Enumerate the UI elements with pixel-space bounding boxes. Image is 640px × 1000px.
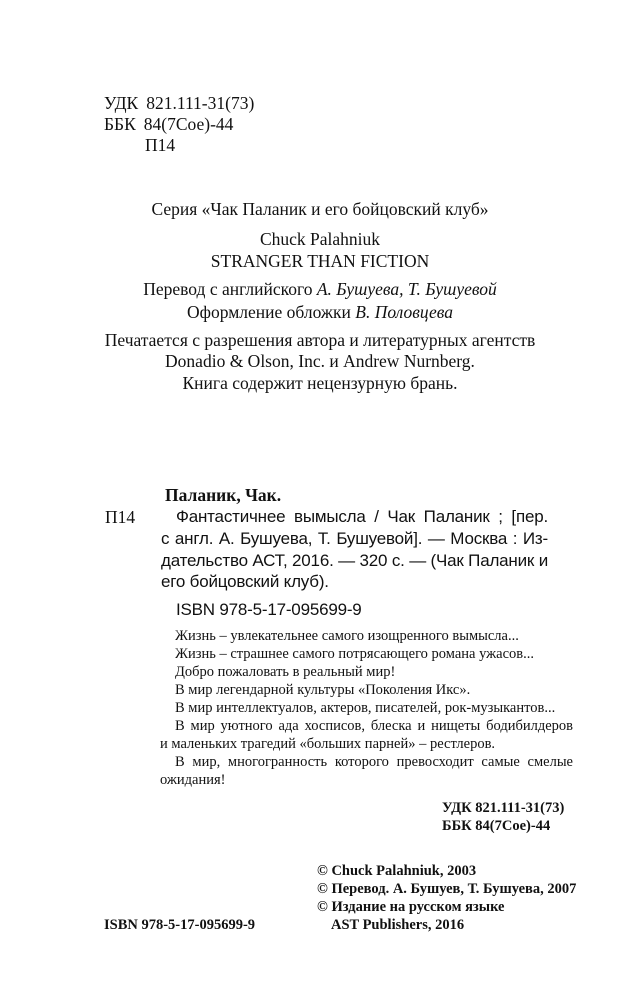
copyright-4: AST Publishers, 2016 <box>331 917 465 933</box>
annotation-line-4: В мир легендарной культуры «Поколения Икс». <box>175 682 471 698</box>
bbk-line <box>104 114 233 135</box>
translation-prefix: Перевод с английского <box>143 279 313 299</box>
cover-prefix: Оформление обложки <box>186 302 351 322</box>
author-sign: П14 <box>145 135 176 155</box>
annotation-bbk: ББК 84(7Сое)-44 <box>442 818 551 834</box>
catalog-line-4: его бойцовский клуб). <box>161 572 329 591</box>
udk-line <box>104 93 254 114</box>
annotation-line-1: Жизнь – увлекательнее самого изощренного вымысла... <box>175 628 519 644</box>
content-warning: Книга содержит нецензурную брань. <box>182 373 458 393</box>
permission-line-2: Donadio & Olson, Inc. и Andrew Nurnberg. <box>165 351 475 371</box>
permission-line-1: Печатается с разрешения автора и литературных агентств <box>104 330 536 350</box>
original-title: STRANGER THAN FICTION <box>210 251 430 271</box>
copyright-3: © Издание на русском языке <box>317 899 505 915</box>
bbk-label: ББК <box>104 114 136 134</box>
cover-designer: В. Половцева <box>355 302 454 322</box>
udk-label: УДК <box>104 93 139 113</box>
udk-value: 821.111-31(73) <box>146 93 255 113</box>
annotation-line-9: ожидания! <box>160 772 226 788</box>
annotation-line-7: и маленьких трагедий «больших парней» – рестлеров. <box>160 736 496 752</box>
translators: А. Бушуева, Т. Бушуевой <box>316 279 497 299</box>
annotation-line-5: В мир интеллектуалов, актеров, писателей, рок-музыкантов... <box>175 700 556 716</box>
cover-credit <box>0 302 640 323</box>
catalog-line-1: Фантастичнее вымысла / Чак Паланик ; [пер. <box>176 507 548 526</box>
annotation-udk: УДК 821.111-31(73) <box>442 800 565 816</box>
copyright-2: © Перевод. А. Бушуев, Т. Бушуева, 2007 <box>317 881 577 897</box>
catalog-line-3: дательство АСТ, 2016. — 320 с. — (Чак Паланик и <box>161 551 548 570</box>
original-author: Chuck Palahniuk <box>259 229 381 249</box>
catalog-heading: Паланик, Чак. <box>165 485 282 505</box>
annotation-line-2: Жизнь – страшнее самого потрясающего романа ужасов... <box>175 646 535 662</box>
series-line: Серия «Чак Паланик и его бойцовский клуб» <box>151 199 489 219</box>
annotation-line-8: В мир, многогранность которого превосходит самые смелые <box>175 754 573 770</box>
bbk-value: 84(7Сое)-44 <box>143 114 234 134</box>
footer-isbn: ISBN 978-5-17-095699-9 <box>104 917 256 933</box>
copyright-1: © Chuck Palahniuk, 2003 <box>317 863 477 879</box>
annotation-line-6: В мир уютного ада хосписов, блеска и нищеты бодибилдеров <box>175 718 573 734</box>
annotation-line-3: Добро пожаловать в реальный мир! <box>175 664 396 680</box>
catalog-line-2: с англ. А. Бушуева, Т. Бушуевой]. — Москва : Из- <box>161 529 548 548</box>
catalog-isbn: ISBN 978-5-17-095699-9 <box>176 600 362 619</box>
translation-credit <box>0 279 640 300</box>
catalog-sign: П14 <box>105 507 136 527</box>
